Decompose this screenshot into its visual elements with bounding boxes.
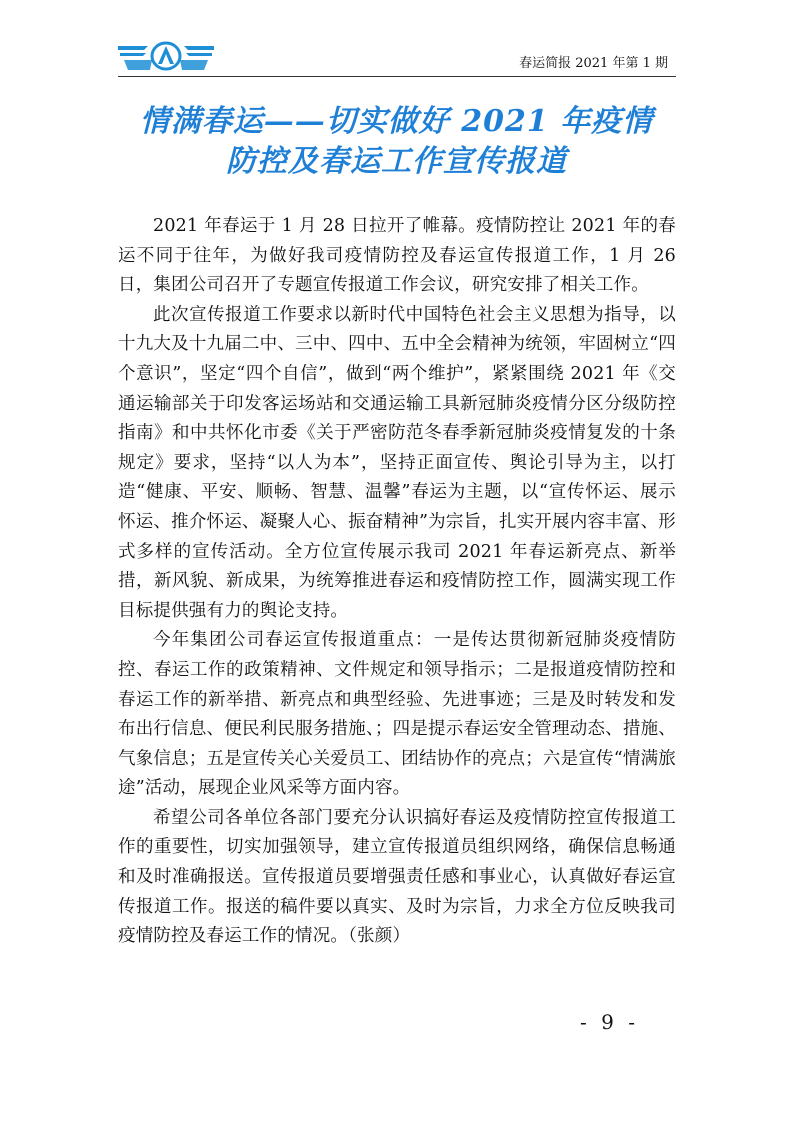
issue-label: 春运简报 2021 年第 1 期 bbox=[519, 56, 668, 71]
header-divider bbox=[118, 76, 676, 77]
paragraph-2: 此次宣传报道工作要求以新时代中国特色社会主义思想为指导，以十九大及十九届二中、三中、四中、五中全会精神为统领，牢固树立“四个意识”，坚定“四个自信”，做到“两个维护”，紧紧围绕 2021 年《交通运输部关于印发客运场站和交通运输工具新冠肺炎疫情分区分级防控指南》和中共怀化市委《关于严密防范冬春季新冠肺炎疫情复发的十条规定》要求，坚持“以人为本”，坚持正面宣传、舆论引导为主，以打造“健康、平安、顺畅、智慧、温馨”春运为主题，以“宣传怀运、展示怀运、推介怀运、凝聚人心、振奋精神”为宗旨，扎实开展内容丰富、形式多样的宣传活动。全方位宣传展示我司 2021 年春运新亮点、新举措，新风貌、新成果，为统筹推进春运和疫情防控工作，圆满实现工作目标提供强有力的舆论支持。 bbox=[118, 304, 676, 621]
paragraph-1: 2021 年春运于 1 月 28 日拉开了帷幕。疫情防控让 2021 年的春运不同于往年，为做好我司疫情防控及春运宣传报道工作，1 月 26 日，集团公司召开了专题宣传报道工作会议，研究安排了相关工作。 bbox=[118, 216, 676, 296]
article-body bbox=[118, 212, 676, 952]
article-title-line-1: 情满春运——切实做好 2021 年疫情 bbox=[139, 104, 654, 139]
article-title-line-2: 防控及春运工作宣传报道 bbox=[226, 144, 567, 179]
page-header bbox=[118, 40, 676, 78]
company-emblem-icon bbox=[118, 40, 214, 72]
page-number: - 9 - bbox=[580, 1010, 639, 1034]
paragraph-4: 希望公司各单位各部门要充分认识搞好春运及疫情防控宣传报道工作的重要性，切实加强领导，建立宣传报道员组织网络，确保信息畅通和及时准确报送。宣传报道员要增强责任感和事业心，认真做好春运宣传报道工作。报送的稿件要以真实、及时为宗旨，力求全方位反映我司疫情防控及春运工作的情况。（张颜） bbox=[118, 807, 676, 947]
paragraph-3: 今年集团公司春运宣传报道重点：一是传达贯彻新冠肺炎疫情防控、春运工作的政策精神、文件规定和领导指示；二是报道疫情防控和春运工作的新举措、新亮点和典型经验、先进事迹；三是及时转发和发布出行信息、便民利民服务措施、；四是提示春运安全管理动态、措施、气象信息；五是宣传关心关爱员工、团结协作的亮点；六是宣传“情满旅途”活动，展现企业风采等方面内容。 bbox=[118, 630, 676, 799]
